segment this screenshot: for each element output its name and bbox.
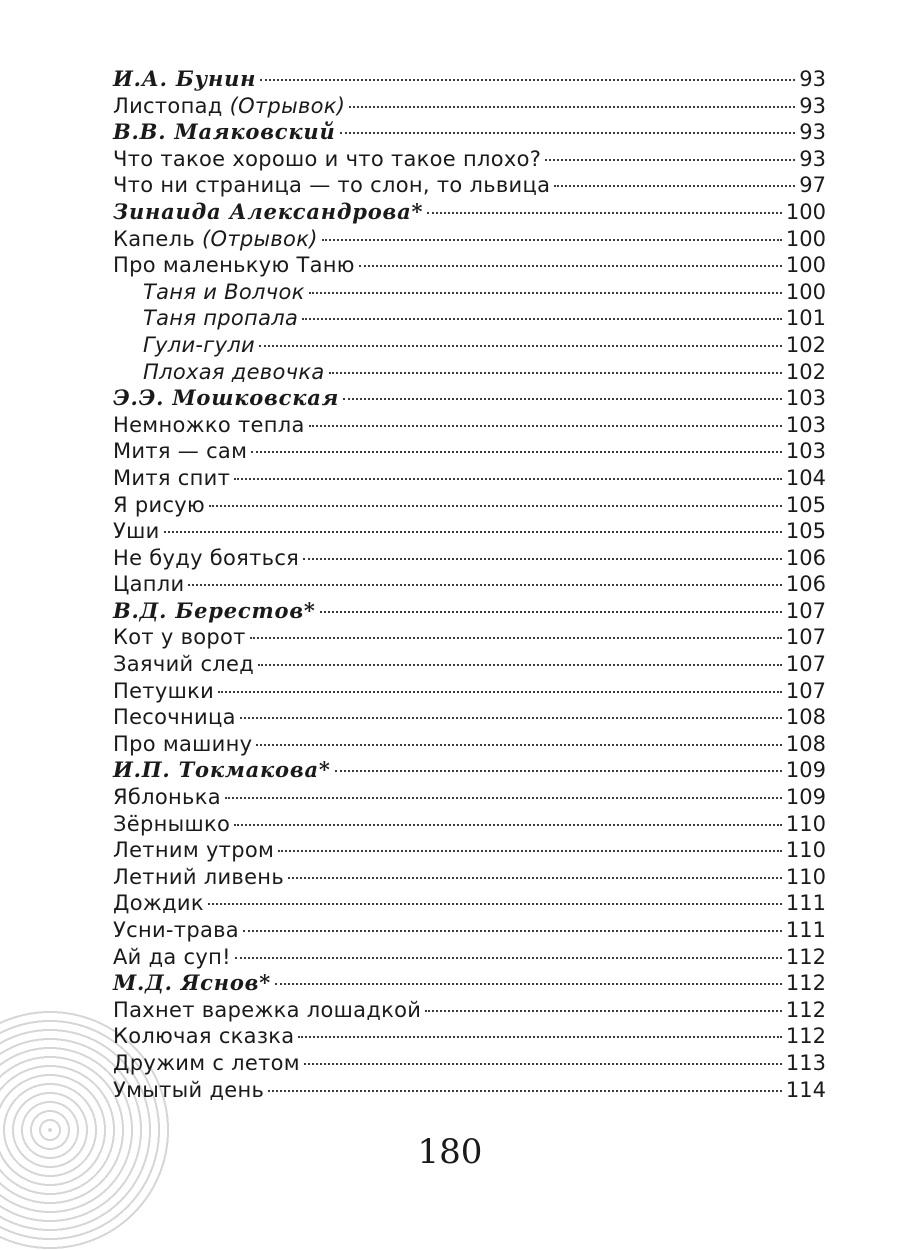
entry-page-number: 110 <box>785 838 826 863</box>
toc-entry <box>113 172 826 199</box>
entry-title-text: Зёрнышко <box>113 811 231 836</box>
toc-entry <box>113 917 826 944</box>
entry-page-number: 103 <box>785 412 826 437</box>
entry-title-text: Капель <box>113 226 196 251</box>
entry-title <box>113 1023 294 1050</box>
entry-title-text: И.А. Бунин <box>113 66 257 91</box>
entry-title <box>113 598 316 625</box>
entry-title-text: Яблонька <box>113 785 221 810</box>
entry-title-text: Гули-гули <box>143 332 256 357</box>
toc-entry <box>113 146 826 173</box>
entry-page-number: 104 <box>785 465 826 490</box>
entry-title <box>113 119 336 146</box>
toc-entry <box>113 1077 826 1104</box>
entry-title <box>113 837 274 864</box>
dot-leader <box>275 983 782 985</box>
dot-leader <box>164 531 782 533</box>
dot-leader <box>260 79 795 81</box>
entry-page-number: 103 <box>785 439 826 464</box>
entry-title <box>113 811 230 838</box>
entry-title <box>113 66 256 93</box>
toc-subentry <box>113 279 826 306</box>
toc-entry <box>113 944 826 971</box>
entry-title-text: Ай да суп! <box>113 944 231 969</box>
toc-entry <box>113 1023 826 1050</box>
entry-page-number: 102 <box>785 332 826 357</box>
entry-page-number: 112 <box>785 997 826 1022</box>
dot-leader <box>259 345 782 347</box>
entry-page-number: 103 <box>785 386 826 411</box>
entry-note: (Отрывок) <box>202 226 318 251</box>
entry-title-text: Э.Э. Мошковская <box>113 385 340 411</box>
dot-leader <box>303 558 782 560</box>
entry-title-text: Уши <box>113 519 160 544</box>
dot-leader <box>427 212 782 214</box>
entry-title <box>143 305 298 332</box>
entry-title-text: Митя спит <box>113 465 231 490</box>
entry-page-number: 100 <box>785 253 826 278</box>
toc-entry <box>113 545 826 572</box>
entry-title-text: В.Д. Берестов* <box>113 597 316 623</box>
entry-title <box>143 279 305 306</box>
entry-page-number: 105 <box>785 519 826 544</box>
entry-title <box>113 678 214 705</box>
entry-title-text: М.Д. Яснов* <box>113 970 272 996</box>
entry-page-number: 109 <box>785 758 826 783</box>
entry-title <box>113 226 318 253</box>
entry-title <box>113 385 339 412</box>
dot-leader <box>256 744 782 746</box>
entry-page-number: 112 <box>785 1024 826 1049</box>
entry-title <box>113 571 184 598</box>
table-of-contents <box>113 66 826 1103</box>
toc-subentry <box>113 305 826 332</box>
entry-page-number: 93 <box>799 120 826 145</box>
entry-title-text: Пахнет варежка лошадкой <box>113 997 422 1022</box>
toc-author-entry <box>113 199 826 226</box>
dot-leader <box>359 265 782 267</box>
entry-page-number: 107 <box>785 652 826 677</box>
dot-leader <box>243 930 782 932</box>
entry-title-text: Колючая сказка <box>113 1024 295 1049</box>
entry-title <box>113 704 236 731</box>
entry-title <box>113 864 284 891</box>
toc-entry <box>113 93 826 120</box>
entry-title <box>113 624 246 651</box>
toc-entry <box>113 731 826 758</box>
entry-title <box>113 252 355 279</box>
entry-title-text: Таня и Волчок <box>143 279 305 304</box>
entry-title <box>113 465 230 492</box>
entry-title <box>113 545 299 572</box>
entry-page-number: 110 <box>785 811 826 836</box>
entry-title-text: Умытый день <box>113 1077 265 1102</box>
entry-title-text: Что такое хорошо и что такое плохо? <box>113 146 542 171</box>
entry-title-text: Митя — сам <box>113 439 248 464</box>
entry-title <box>113 172 550 199</box>
entry-page-number: 93 <box>799 67 826 91</box>
entry-page-number: 108 <box>785 731 826 756</box>
entry-page-number: 93 <box>799 146 826 171</box>
entry-title <box>113 757 331 784</box>
entry-title-text: Кот у ворот <box>113 625 246 650</box>
toc-entry <box>113 438 826 465</box>
dot-leader <box>335 770 782 772</box>
entry-page-number: 112 <box>785 971 826 996</box>
entry-page-number: 100 <box>785 199 826 224</box>
entry-title-text: Песочница <box>113 705 236 730</box>
entry-title <box>143 359 325 386</box>
toc-entry <box>113 704 826 731</box>
dot-leader <box>309 292 782 294</box>
entry-note: (Отрывок) <box>229 93 346 118</box>
entry-title-text: Таня пропала <box>143 306 299 331</box>
dot-leader <box>329 372 782 374</box>
dot-leader <box>349 106 795 108</box>
toc-entry <box>113 1050 826 1077</box>
entry-title-text: Немножко тепла <box>113 412 305 437</box>
toc-entry <box>113 624 826 651</box>
entry-title <box>113 438 247 465</box>
dot-leader <box>208 903 782 905</box>
entry-page-number: 97 <box>799 173 826 198</box>
toc-subentry <box>113 359 826 386</box>
toc-author-entry <box>113 598 826 625</box>
entry-title <box>113 1077 264 1104</box>
dot-leader <box>218 691 782 693</box>
entry-title <box>113 492 205 519</box>
entry-page-number: 111 <box>785 918 826 942</box>
entry-title-text: Про маленькую Таню <box>113 253 355 278</box>
dot-leader <box>343 398 782 400</box>
entry-title <box>113 731 252 758</box>
toc-entry <box>113 465 826 492</box>
entry-title <box>113 93 345 120</box>
toc-entry <box>113 784 826 811</box>
dot-leader <box>340 132 796 134</box>
toc-entry <box>113 518 826 545</box>
toc-subentry <box>113 332 826 359</box>
entry-title <box>113 199 423 226</box>
dot-leader <box>209 505 782 507</box>
entry-title <box>113 970 271 997</box>
entry-title-text: Про машину <box>113 731 253 756</box>
dot-leader <box>322 239 782 241</box>
dot-leader <box>545 159 795 161</box>
entry-title <box>113 651 254 678</box>
entry-page-number: 114 <box>785 1077 826 1102</box>
entry-title-text: Листопад <box>113 93 223 118</box>
dot-leader <box>225 797 782 799</box>
entry-title <box>113 944 231 971</box>
entry-title <box>113 1050 300 1077</box>
entry-title-text: Цапли <box>113 572 185 597</box>
toc-author-entry <box>113 757 826 784</box>
entry-title-text: Дружим с летом <box>113 1050 300 1075</box>
dot-leader <box>425 1010 782 1012</box>
entry-title-text: Усни-трава <box>113 918 239 942</box>
entry-page-number: 111 <box>785 891 826 916</box>
entry-page-number: 102 <box>785 359 826 384</box>
entry-title <box>113 412 305 439</box>
entry-page-number: 100 <box>785 226 826 251</box>
dot-leader <box>250 637 782 639</box>
dot-leader <box>320 611 782 613</box>
dot-leader <box>278 850 782 852</box>
dot-leader <box>188 584 781 586</box>
dot-leader <box>258 664 782 666</box>
entry-page-number: 106 <box>785 572 826 597</box>
dot-leader <box>288 877 782 879</box>
page-number: 180 <box>417 1132 483 1172</box>
dot-leader <box>234 824 782 826</box>
entry-title-text: Летний ливень <box>113 864 285 889</box>
entry-title <box>143 332 255 359</box>
toc-entry <box>113 571 826 598</box>
toc-author-entry <box>113 119 826 146</box>
entry-page-number: 93 <box>799 93 826 118</box>
entry-page-number: 107 <box>785 598 826 623</box>
entry-title-text: Я рисую <box>113 492 205 517</box>
toc-author-entry <box>113 970 826 997</box>
entry-page-number: 101 <box>785 306 826 331</box>
entry-page-number: 105 <box>785 492 826 517</box>
toc-entry <box>113 997 826 1024</box>
dot-leader <box>304 1063 782 1065</box>
entry-title-text: Заячий след <box>113 652 255 677</box>
entry-title <box>113 784 221 811</box>
entry-title-text: Летним утром <box>113 838 275 863</box>
dot-leader <box>302 318 782 320</box>
dot-leader <box>240 717 782 719</box>
entry-page-number: 108 <box>785 705 826 730</box>
toc-entry <box>113 811 826 838</box>
dot-leader <box>298 1036 781 1038</box>
entry-title-text: И.П. Токмакова* <box>113 757 331 783</box>
toc-entry <box>113 890 826 917</box>
toc-entry <box>113 864 826 891</box>
dot-leader <box>234 478 782 480</box>
entry-page-number: 110 <box>785 864 826 889</box>
entry-page-number: 106 <box>785 545 826 570</box>
entry-title <box>113 917 239 944</box>
entry-title <box>113 997 421 1024</box>
entry-title-text: Что ни страница — то слон, то львица <box>113 173 551 198</box>
entry-page-number: 109 <box>785 785 826 810</box>
entry-title-text: Не буду бояться <box>113 545 300 570</box>
entry-title <box>113 518 160 545</box>
entry-page-number: 100 <box>785 279 826 304</box>
toc-entry <box>113 651 826 678</box>
toc-author-entry <box>113 66 826 93</box>
dot-leader <box>268 1090 782 1092</box>
toc-author-entry <box>113 385 826 412</box>
entry-page-number: 112 <box>785 944 826 969</box>
toc-entry <box>113 412 826 439</box>
dot-leader <box>235 957 782 959</box>
entry-page-number: 113 <box>785 1050 826 1075</box>
entry-title-text: Петушки <box>113 678 215 703</box>
entry-title <box>113 146 541 173</box>
dot-leader <box>554 185 795 187</box>
toc-entry <box>113 492 826 519</box>
entry-page-number: 107 <box>785 625 826 650</box>
entry-page-number: 107 <box>785 678 826 703</box>
dot-leader <box>309 425 782 427</box>
entry-title-text: Дождик <box>113 891 204 916</box>
entry-title <box>113 890 204 917</box>
entry-title-text: Плохая девочка <box>143 359 325 384</box>
entry-title-text: Зинаида Александрова* <box>113 198 424 224</box>
dot-leader <box>251 451 782 453</box>
entry-title-text: В.В. Маяковский <box>113 119 336 145</box>
toc-entry <box>113 252 826 279</box>
toc-entry <box>113 837 826 864</box>
toc-entry <box>113 678 826 705</box>
toc-entry <box>113 226 826 253</box>
